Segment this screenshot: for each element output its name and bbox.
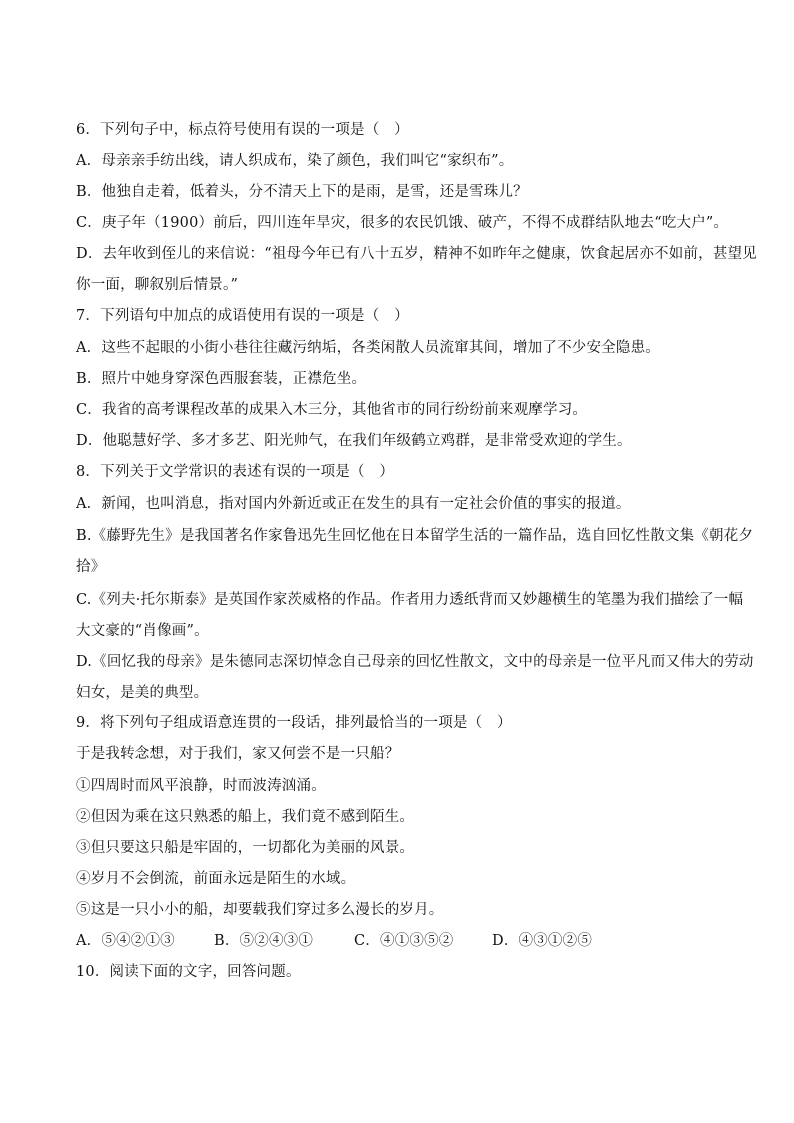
question-6-option-b: B．他独自走着，低着头，分不清天上下的是雨，是雪，还是雪珠儿？: [76, 184, 528, 200]
question-9-sentence-5: ⑤这是一只小小的船，却要载我们穿过多么漫长的岁月。: [76, 902, 444, 918]
question-6-stem: 6．下列句子中，标点符号使用有误的一项是（ ）: [76, 122, 409, 138]
question-6-option-a: A．母亲亲手纺出线，请人织成布，染了颜色，我们叫它“家织布”。: [76, 153, 514, 169]
question-9-sentence-3: ③但只要这只船是牢固的，一切都化为美丽的风景。: [76, 840, 415, 856]
question-7-stem: 7．下列语句中加点的成语使用有误的一项是（ ）: [76, 308, 409, 324]
question-6-option-d: D．去年收到侄儿的来信说：“祖母今年已有八十五岁，精神不如昨年之健康，饮食起居亦不如前，甚望见: [76, 246, 757, 262]
question-8-option-a: A．新闻，也叫消息，指对国内外新近或正在发生的具有一定社会价值的事实的报道。: [76, 496, 631, 512]
question-6-option-c: C．庚子年（1900）前后，四川连年旱灾，很多的农民饥饿、破产，不得不成群结队地去“吃大户”。: [76, 215, 729, 231]
question-10-stem: 10．阅读下面的文字，回答问题。: [76, 964, 301, 980]
question-7-option-b: B．照片中她身穿深色西服套装，正襟危坐。: [76, 371, 367, 387]
question-8-stem: 8．下列关于文学常识的表述有误的一项是（ ）: [76, 464, 395, 480]
question-9-options: [76, 931, 736, 951]
question-9-lead-sentence: 于是我转念想，对于我们，家又何尝不是一只船？: [76, 746, 400, 762]
question-8-option-c-continued: 大文豪的“肖像画”。: [76, 623, 209, 639]
question-9-option-b: B．⑤②④③①: [214, 933, 314, 949]
question-7-option-c: C．我省的高考课程改革的成果入木三分，其他省市的同行纷纷前来观摩学习。: [76, 402, 588, 418]
question-8-option-b-continued: 拾》: [76, 559, 106, 575]
question-9-option-c: C．④①③⑤②: [354, 933, 454, 949]
question-8-option-c: C.《列夫·托尔斯泰》是英国作家茨威格的作品。作者用力透纸背而又妙趣横生的笔墨为我们描绘了一幅: [76, 592, 744, 608]
question-8-option-d-continued: 妇女，是美的典型。: [76, 685, 209, 701]
question-9-sentence-1: ①四周时而风平浪静，时而波涛汹涌。: [76, 778, 326, 794]
question-8-option-d: D.《回忆我的母亲》是朱德同志深切悼念自己母亲的回忆性散文，文中的母亲是一位平凡而又伟大的劳动: [76, 654, 754, 670]
question-7-option-d: D．他聪慧好学、多才多艺、阳光帅气，在我们年级鹤立鸡群，是非常受欢迎的学生。: [76, 433, 632, 449]
question-7-option-a: A．这些不起眼的小街小巷往往藏污纳垢，各类闲散人员流窜其间，增加了不少安全隐患。: [76, 340, 660, 356]
question-8-option-b: B.《藤野先生》是我国著名作家鲁迅先生回忆他在日本留学生活的一篇作品，选自回忆性散文集《朝花夕: [76, 528, 754, 544]
question-9-sentence-4: ④岁月不会倒流，前面永远是陌生的水域。: [76, 871, 356, 887]
question-6-option-d-continued: 你一面，聊叙别后情景。”: [76, 277, 239, 293]
question-9-option-a: A．⑤④②①③: [76, 933, 175, 949]
question-9-stem: 9．将下列句子组成语意连贯的一段话，排列最恰当的一项是（ ）: [76, 715, 512, 731]
question-9-option-d: D．④③①②⑤: [492, 933, 593, 949]
question-9-sentence-2: ②但因为乘在这只熟悉的船上，我们竟不感到陌生。: [76, 809, 415, 825]
